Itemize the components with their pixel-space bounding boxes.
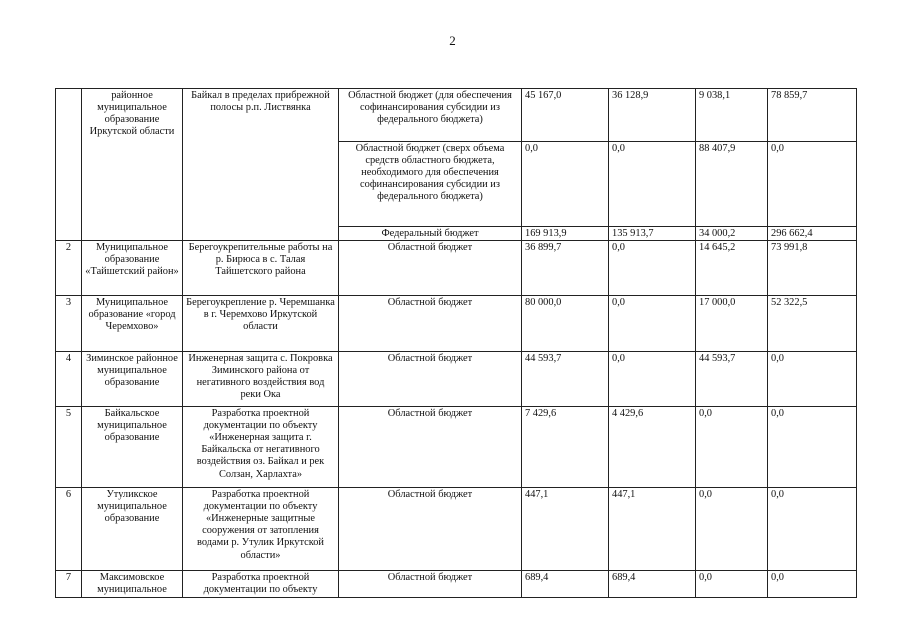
- table-row: [56, 89, 857, 142]
- value-cell: 88 407,9: [696, 142, 768, 227]
- municipality-cell: районное муниципальное образование Иркутской области: [82, 89, 183, 241]
- value-cell: 447,1: [609, 488, 696, 571]
- table-row: [56, 571, 857, 598]
- table-row: [56, 352, 857, 407]
- value-cell: 0,0: [696, 407, 768, 488]
- value-cell: 52 322,5: [768, 296, 857, 352]
- value-cell: 44 593,7: [522, 352, 609, 407]
- table-row: [56, 241, 857, 296]
- value-cell: 36 899,7: [522, 241, 609, 296]
- value-cell: 4 429,6: [609, 407, 696, 488]
- table-row: [56, 488, 857, 571]
- row-number: 7: [56, 571, 82, 598]
- object-cell: Разработка проектной документации по объекту «Инженерные защитные сооружения от затопления водами р. Утулик Иркутской области»: [183, 488, 339, 571]
- object-cell: Байкал в пределах прибрежной полосы р.п. Листвянка: [183, 89, 339, 241]
- value-cell: 14 645,2: [696, 241, 768, 296]
- object-cell: Берегоукрепление р. Черемшанка в г. Черемхово Иркутской области: [183, 296, 339, 352]
- value-cell: 135 913,7: [609, 227, 696, 241]
- funding-source-cell: Федеральный бюджет: [339, 227, 522, 241]
- value-cell: 34 000,2: [696, 227, 768, 241]
- value-cell: 0,0: [609, 142, 696, 227]
- municipality-cell: Муниципальное образование «город Черемхово»: [82, 296, 183, 352]
- value-cell: 0,0: [768, 352, 857, 407]
- value-cell: 447,1: [522, 488, 609, 571]
- value-cell: 78 859,7: [768, 89, 857, 142]
- value-cell: 0,0: [522, 142, 609, 227]
- value-cell: 0,0: [768, 488, 857, 571]
- row-number: 6: [56, 488, 82, 571]
- value-cell: 0,0: [609, 296, 696, 352]
- value-cell: 0,0: [609, 352, 696, 407]
- object-cell: Разработка проектной документации по объекту «Инженерная защита г. Байкальска от негативного воздействия оз. Байкал и рек Солзан, Харлахта»: [183, 407, 339, 488]
- table-row: [56, 407, 857, 488]
- municipality-cell: Максимовское муниципальное: [82, 571, 183, 598]
- funding-source-cell: Областной бюджет: [339, 407, 522, 488]
- municipality-cell: Утуликское муниципальное образование: [82, 488, 183, 571]
- municipality-cell: Зиминское районное муниципальное образование: [82, 352, 183, 407]
- value-cell: 689,4: [522, 571, 609, 598]
- value-cell: 73 991,8: [768, 241, 857, 296]
- value-cell: 296 662,4: [768, 227, 857, 241]
- value-cell: 0,0: [609, 241, 696, 296]
- value-cell: 689,4: [609, 571, 696, 598]
- value-cell: 9 038,1: [696, 89, 768, 142]
- value-cell: 7 429,6: [522, 407, 609, 488]
- value-cell: 0,0: [696, 488, 768, 571]
- municipality-cell: Байкальское муниципальное образование: [82, 407, 183, 488]
- value-cell: 36 128,9: [609, 89, 696, 142]
- value-cell: 0,0: [768, 407, 857, 488]
- funding-source-cell: Областной бюджет: [339, 241, 522, 296]
- funding-source-cell: Областной бюджет (сверх объема средств областного бюджета, необходимого для обеспечения софинансирования субсидии из федерального бюджета): [339, 142, 522, 227]
- row-number: 5: [56, 407, 82, 488]
- table-row: [56, 296, 857, 352]
- funding-source-cell: Областной бюджет: [339, 488, 522, 571]
- object-cell: Инженерная защита с. Покровка Зиминского района от негативного воздействия вод реки Ока: [183, 352, 339, 407]
- page-number: 2: [449, 33, 456, 48]
- funding-source-cell: Областной бюджет: [339, 571, 522, 598]
- row-number: [56, 89, 82, 241]
- row-number: 4: [56, 352, 82, 407]
- value-cell: 0,0: [768, 142, 857, 227]
- funding-source-cell: Областной бюджет: [339, 296, 522, 352]
- value-cell: 80 000,0: [522, 296, 609, 352]
- value-cell: 0,0: [768, 571, 857, 598]
- value-cell: 17 000,0: [696, 296, 768, 352]
- value-cell: 45 167,0: [522, 89, 609, 142]
- municipality-cell: Муниципальное образование «Тайшетский район»: [82, 241, 183, 296]
- row-number: 2: [56, 241, 82, 296]
- object-cell: Берегоукрепительные работы на р. Бирюса в с. Талая Тайшетского района: [183, 241, 339, 296]
- value-cell: 0,0: [696, 571, 768, 598]
- funding-source-cell: Областной бюджет: [339, 352, 522, 407]
- value-cell: 44 593,7: [696, 352, 768, 407]
- funding-source-cell: Областной бюджет (для обеспечения софинансирования субсидии из федерального бюджета): [339, 89, 522, 142]
- value-cell: 169 913,9: [522, 227, 609, 241]
- funding-table: [55, 88, 857, 598]
- row-number: 3: [56, 296, 82, 352]
- object-cell: Разработка проектной документации по объекту: [183, 571, 339, 598]
